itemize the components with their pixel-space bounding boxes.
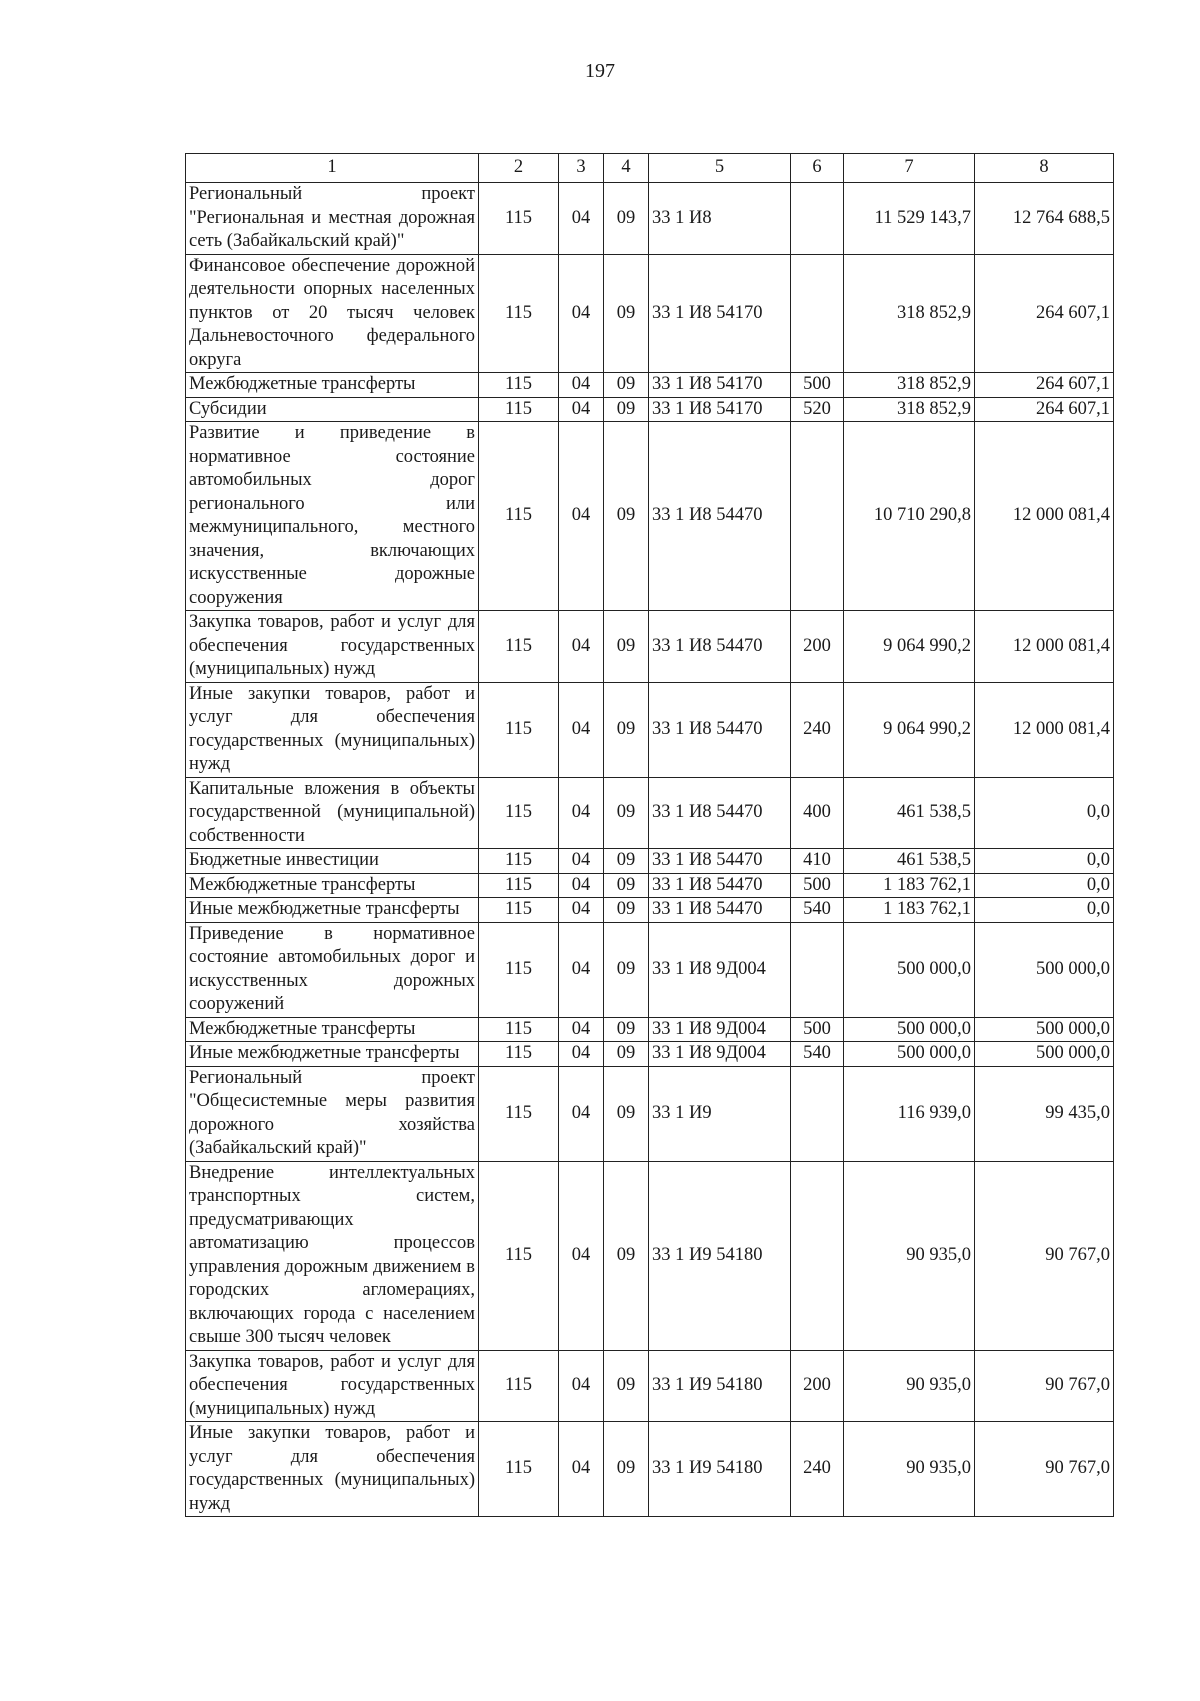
cell-col-8: 12 000 081,4 bbox=[975, 682, 1114, 777]
cell-col-6 bbox=[791, 422, 844, 611]
row-name: Финансовое обеспечение дорожной деятельности опорных населенных пунктов от 20 тысяч человек Дальневосточного федерального округа bbox=[186, 254, 479, 373]
row-name: Региональный проект "Региональная и местная дорожная сеть (Забайкальский край)" bbox=[186, 183, 479, 255]
cell-col-4: 09 bbox=[604, 611, 649, 683]
cell-col-2: 115 bbox=[479, 183, 559, 255]
column-header: 1 bbox=[186, 154, 479, 183]
table-row bbox=[186, 849, 1114, 874]
cell-col-3: 04 bbox=[559, 682, 604, 777]
cell-col-2: 115 bbox=[479, 1350, 559, 1422]
cell-col-2: 115 bbox=[479, 849, 559, 874]
cell-col-7: 318 852,9 bbox=[844, 397, 975, 422]
cell-col-3: 04 bbox=[559, 873, 604, 898]
cell-col-4: 09 bbox=[604, 849, 649, 874]
cell-col-3: 04 bbox=[559, 1161, 604, 1350]
cell-col-3: 04 bbox=[559, 373, 604, 398]
cell-col-3: 04 bbox=[559, 922, 604, 1017]
cell-col-3: 04 bbox=[559, 1042, 604, 1067]
cell-col-3: 04 bbox=[559, 422, 604, 611]
cell-col-4: 09 bbox=[604, 1161, 649, 1350]
cell-col-2: 115 bbox=[479, 873, 559, 898]
cell-col-6 bbox=[791, 183, 844, 255]
cell-col-6 bbox=[791, 922, 844, 1017]
row-name: Субсидии bbox=[186, 397, 479, 422]
cell-col-5: 33 1 И8 54470 bbox=[649, 682, 791, 777]
row-name: Закупка товаров, работ и услуг для обеспечения государственных (муниципальных) нужд bbox=[186, 1350, 479, 1422]
table-row bbox=[186, 922, 1114, 1017]
cell-col-6 bbox=[791, 254, 844, 373]
cell-col-2: 115 bbox=[479, 254, 559, 373]
column-header: 5 bbox=[649, 154, 791, 183]
cell-col-4: 09 bbox=[604, 1422, 649, 1517]
cell-col-7: 1 183 762,1 bbox=[844, 898, 975, 923]
cell-col-7: 1 183 762,1 bbox=[844, 873, 975, 898]
cell-col-6 bbox=[791, 1066, 844, 1161]
cell-col-5: 33 1 И9 bbox=[649, 1066, 791, 1161]
table-row bbox=[186, 183, 1114, 255]
column-header: 3 bbox=[559, 154, 604, 183]
cell-col-3: 04 bbox=[559, 611, 604, 683]
table-row bbox=[186, 254, 1114, 373]
cell-col-2: 115 bbox=[479, 1066, 559, 1161]
cell-col-3: 04 bbox=[559, 1350, 604, 1422]
cell-col-5: 33 1 И9 54180 bbox=[649, 1422, 791, 1517]
column-header: 4 bbox=[604, 154, 649, 183]
cell-col-7: 500 000,0 bbox=[844, 922, 975, 1017]
cell-col-6: 540 bbox=[791, 1042, 844, 1067]
cell-col-2: 115 bbox=[479, 1161, 559, 1350]
cell-col-4: 09 bbox=[604, 922, 649, 1017]
table-row bbox=[186, 898, 1114, 923]
cell-col-3: 04 bbox=[559, 1066, 604, 1161]
cell-col-3: 04 bbox=[559, 1422, 604, 1517]
cell-col-8: 500 000,0 bbox=[975, 1042, 1114, 1067]
cell-col-5: 33 1 И8 54470 bbox=[649, 422, 791, 611]
cell-col-6: 540 bbox=[791, 898, 844, 923]
cell-col-3: 04 bbox=[559, 898, 604, 923]
cell-col-8: 12 000 081,4 bbox=[975, 422, 1114, 611]
header-row bbox=[186, 154, 1114, 183]
table-row bbox=[186, 422, 1114, 611]
cell-col-6: 500 bbox=[791, 873, 844, 898]
cell-col-7: 9 064 990,2 bbox=[844, 611, 975, 683]
cell-col-8: 99 435,0 bbox=[975, 1066, 1114, 1161]
cell-col-8: 90 767,0 bbox=[975, 1350, 1114, 1422]
cell-col-5: 33 1 И8 9Д004 bbox=[649, 1017, 791, 1042]
cell-col-3: 04 bbox=[559, 1017, 604, 1042]
row-name: Региональный проект "Общесистемные меры развития дорожного хозяйства (Забайкальский край)" bbox=[186, 1066, 479, 1161]
cell-col-3: 04 bbox=[559, 849, 604, 874]
cell-col-8: 500 000,0 bbox=[975, 922, 1114, 1017]
column-header: 6 bbox=[791, 154, 844, 183]
cell-col-3: 04 bbox=[559, 254, 604, 373]
table-row bbox=[186, 1422, 1114, 1517]
cell-col-6: 200 bbox=[791, 611, 844, 683]
row-name: Внедрение интеллектуальных транспортных систем, предусматривающих автоматизацию процессов управления дорожным движением в городских агломерациях, включающих города с населением свыше 300 тысяч человек bbox=[186, 1161, 479, 1350]
cell-col-4: 09 bbox=[604, 777, 649, 849]
row-name: Закупка товаров, работ и услуг для обеспечения государственных (муниципальных) нужд bbox=[186, 611, 479, 683]
cell-col-8: 264 607,1 bbox=[975, 397, 1114, 422]
cell-col-6 bbox=[791, 1161, 844, 1350]
cell-col-4: 09 bbox=[604, 1066, 649, 1161]
table-row bbox=[186, 373, 1114, 398]
table-row bbox=[186, 1017, 1114, 1042]
cell-col-5: 33 1 И8 54470 bbox=[649, 611, 791, 683]
cell-col-7: 318 852,9 bbox=[844, 254, 975, 373]
row-name: Иные межбюджетные трансферты bbox=[186, 1042, 479, 1067]
cell-col-7: 318 852,9 bbox=[844, 373, 975, 398]
cell-col-7: 461 538,5 bbox=[844, 849, 975, 874]
cell-col-2: 115 bbox=[479, 397, 559, 422]
cell-col-2: 115 bbox=[479, 611, 559, 683]
cell-col-8: 0,0 bbox=[975, 873, 1114, 898]
cell-col-5: 33 1 И8 54470 bbox=[649, 898, 791, 923]
row-name: Приведение в нормативное состояние автомобильных дорог и искусственных дорожных сооружений bbox=[186, 922, 479, 1017]
row-name: Межбюджетные трансферты bbox=[186, 373, 479, 398]
cell-col-7: 90 935,0 bbox=[844, 1350, 975, 1422]
table-row bbox=[186, 1066, 1114, 1161]
cell-col-7: 500 000,0 bbox=[844, 1042, 975, 1067]
cell-col-6: 240 bbox=[791, 1422, 844, 1517]
cell-col-8: 0,0 bbox=[975, 777, 1114, 849]
cell-col-8: 12 764 688,5 bbox=[975, 183, 1114, 255]
cell-col-7: 9 064 990,2 bbox=[844, 682, 975, 777]
cell-col-8: 0,0 bbox=[975, 898, 1114, 923]
cell-col-4: 09 bbox=[604, 373, 649, 398]
cell-col-8: 500 000,0 bbox=[975, 1017, 1114, 1042]
table-row bbox=[186, 682, 1114, 777]
cell-col-2: 115 bbox=[479, 682, 559, 777]
cell-col-4: 09 bbox=[604, 183, 649, 255]
cell-col-5: 33 1 И8 54170 bbox=[649, 254, 791, 373]
cell-col-2: 115 bbox=[479, 1017, 559, 1042]
cell-col-4: 09 bbox=[604, 1350, 649, 1422]
cell-col-7: 11 529 143,7 bbox=[844, 183, 975, 255]
cell-col-5: 33 1 И8 54170 bbox=[649, 373, 791, 398]
cell-col-5: 33 1 И9 54180 bbox=[649, 1161, 791, 1350]
cell-col-5: 33 1 И8 54470 bbox=[649, 873, 791, 898]
cell-col-4: 09 bbox=[604, 397, 649, 422]
cell-col-5: 33 1 И8 bbox=[649, 183, 791, 255]
cell-col-7: 10 710 290,8 bbox=[844, 422, 975, 611]
cell-col-6: 240 bbox=[791, 682, 844, 777]
column-header: 8 bbox=[975, 154, 1114, 183]
cell-col-3: 04 bbox=[559, 777, 604, 849]
table-row bbox=[186, 777, 1114, 849]
cell-col-5: 33 1 И9 54180 bbox=[649, 1350, 791, 1422]
cell-col-3: 04 bbox=[559, 183, 604, 255]
table-row bbox=[186, 611, 1114, 683]
cell-col-6: 520 bbox=[791, 397, 844, 422]
cell-col-5: 33 1 И8 54470 bbox=[649, 777, 791, 849]
cell-col-6: 200 bbox=[791, 1350, 844, 1422]
row-name: Развитие и приведение в нормативное состояние автомобильных дорог регионального или межмуниципального, местного значения, включающих искусственные дорожные сооружения bbox=[186, 422, 479, 611]
cell-col-8: 12 000 081,4 bbox=[975, 611, 1114, 683]
cell-col-8: 90 767,0 bbox=[975, 1422, 1114, 1517]
cell-col-6: 500 bbox=[791, 373, 844, 398]
table-row bbox=[186, 1350, 1114, 1422]
cell-col-6: 410 bbox=[791, 849, 844, 874]
cell-col-7: 90 935,0 bbox=[844, 1422, 975, 1517]
cell-col-8: 264 607,1 bbox=[975, 254, 1114, 373]
row-name: Иные закупки товаров, работ и услуг для обеспечения государственных (муниципальных) нужд bbox=[186, 1422, 479, 1517]
cell-col-2: 115 bbox=[479, 422, 559, 611]
cell-col-2: 115 bbox=[479, 922, 559, 1017]
cell-col-8: 0,0 bbox=[975, 849, 1114, 874]
cell-col-2: 115 bbox=[479, 898, 559, 923]
table-row bbox=[186, 397, 1114, 422]
cell-col-6: 500 bbox=[791, 1017, 844, 1042]
table-row bbox=[186, 1042, 1114, 1067]
cell-col-2: 115 bbox=[479, 373, 559, 398]
cell-col-4: 09 bbox=[604, 873, 649, 898]
cell-col-8: 264 607,1 bbox=[975, 373, 1114, 398]
cell-col-7: 500 000,0 bbox=[844, 1017, 975, 1042]
cell-col-8: 90 767,0 bbox=[975, 1161, 1114, 1350]
cell-col-2: 115 bbox=[479, 1042, 559, 1067]
cell-col-5: 33 1 И8 54170 bbox=[649, 397, 791, 422]
cell-col-3: 04 bbox=[559, 397, 604, 422]
table-row bbox=[186, 873, 1114, 898]
column-header: 7 bbox=[844, 154, 975, 183]
row-name: Межбюджетные трансферты bbox=[186, 873, 479, 898]
row-name: Иные межбюджетные трансферты bbox=[186, 898, 479, 923]
cell-col-5: 33 1 И8 54470 bbox=[649, 849, 791, 874]
cell-col-7: 90 935,0 bbox=[844, 1161, 975, 1350]
row-name: Межбюджетные трансферты bbox=[186, 1017, 479, 1042]
budget-table bbox=[185, 153, 1114, 1517]
cell-col-5: 33 1 И8 9Д004 bbox=[649, 922, 791, 1017]
row-name: Бюджетные инвестиции bbox=[186, 849, 479, 874]
cell-col-4: 09 bbox=[604, 254, 649, 373]
cell-col-2: 115 bbox=[479, 1422, 559, 1517]
cell-col-4: 09 bbox=[604, 1042, 649, 1067]
row-name: Капитальные вложения в объекты государственной (муниципальной) собственности bbox=[186, 777, 479, 849]
column-header: 2 bbox=[479, 154, 559, 183]
cell-col-2: 115 bbox=[479, 777, 559, 849]
table-row bbox=[186, 1161, 1114, 1350]
cell-col-7: 116 939,0 bbox=[844, 1066, 975, 1161]
cell-col-4: 09 bbox=[604, 898, 649, 923]
cell-col-4: 09 bbox=[604, 682, 649, 777]
cell-col-7: 461 538,5 bbox=[844, 777, 975, 849]
cell-col-6: 400 bbox=[791, 777, 844, 849]
cell-col-4: 09 bbox=[604, 1017, 649, 1042]
cell-col-4: 09 bbox=[604, 422, 649, 611]
cell-col-5: 33 1 И8 9Д004 bbox=[649, 1042, 791, 1067]
row-name: Иные закупки товаров, работ и услуг для обеспечения государственных (муниципальных) нужд bbox=[186, 682, 479, 777]
page-number: 197 bbox=[585, 60, 615, 82]
